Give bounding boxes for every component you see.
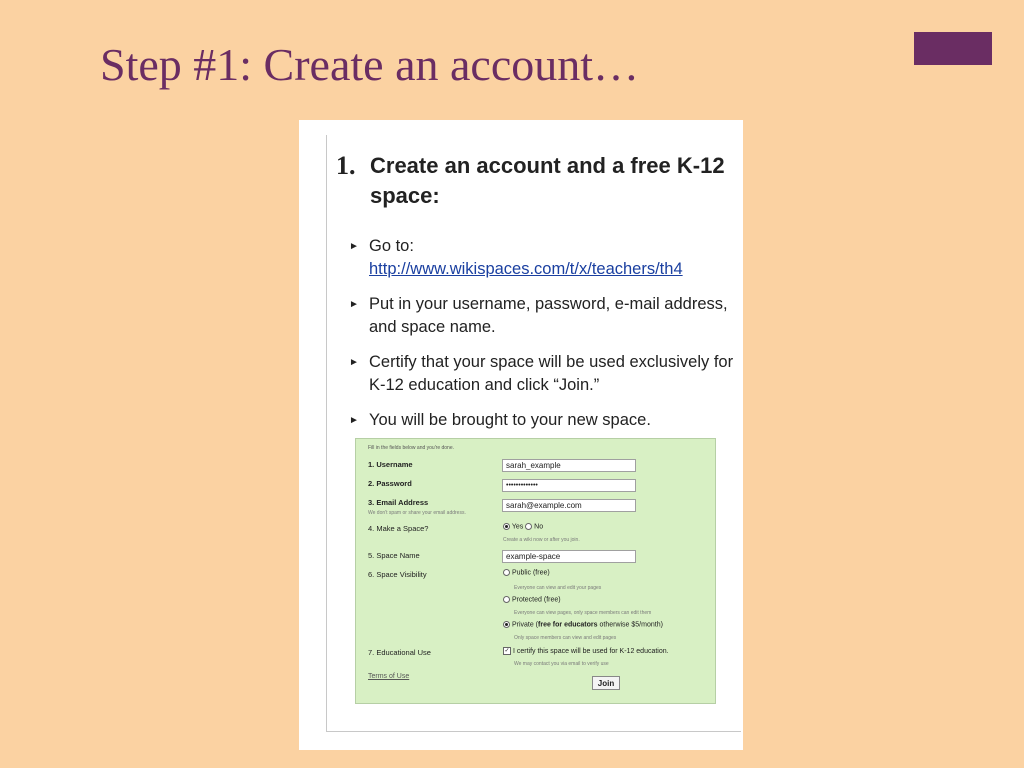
visibility-protected-option [503,596,561,603]
private-radio[interactable] [503,621,510,628]
make-space-yes-label: Yes [511,523,524,531]
make-space-label: 4. Make a Space? [368,524,429,533]
edu-hint: We may contact you via email to verify use [514,661,609,667]
make-space-yes-radio[interactable] [503,523,510,530]
edu-use-label: 7. Educational Use [368,648,431,657]
public-radio[interactable] [503,569,510,576]
space-name-field[interactable]: example-space [502,550,636,563]
protected-label: Protected (free) [511,596,561,604]
slide-title: Step #1: Create an account… [100,39,640,90]
bullet-text: Put in your username, password, e-mail address, and space name. [369,295,728,336]
bullet-arrow-icon: ► [349,299,359,310]
certify-label: I certify this space will be used for K-12 education. [512,647,669,655]
make-space-no-label: No [534,523,544,531]
password-label: 2. Password [368,479,412,488]
username-label: 1. Username [368,460,413,469]
join-button[interactable]: Join [592,676,620,690]
private-prefix: Private ( [511,621,539,629]
public-hint: Everyone can view and edit your pages [514,585,602,591]
edu-certify-option [503,647,669,655]
terms-of-use-link[interactable]: Terms of Use [368,673,410,680]
email-hint: We don't spam or share your email address. [368,510,466,516]
password-field[interactable]: ••••••••••••• [502,479,636,492]
visibility-public-option [503,569,550,576]
accent-bar [914,32,992,65]
bullet-arrow-icon: ► [349,241,359,252]
goto-label: Go to: [369,237,414,255]
certify-checkbox[interactable]: ✓ [504,648,510,654]
bullet-text: You will be brought to your new space. [369,411,651,429]
protected-hint: Everyone can view pages, only space members can edit them [514,610,652,616]
email-field[interactable]: sarah@example.com [502,499,636,512]
space-name-label: 5. Space Name [368,551,420,560]
email-label: 3. Email Address [368,498,429,507]
private-hint: Only space members can view and edit pages [514,635,617,641]
signup-form [355,438,716,704]
step-number: 1. [336,151,356,180]
private-bold: free for educators [538,621,598,629]
list-item [347,409,737,432]
protected-radio[interactable] [503,596,510,603]
wikispaces-link[interactable]: http://www.wikispaces.com/t/x/teachers/th4 [369,260,683,278]
step-heading-text: Create an account and a free K-12 space: [370,153,725,208]
make-space-no-radio[interactable] [525,523,532,530]
visibility-private-option [503,621,663,628]
visibility-label: 6. Space Visibility [368,570,427,579]
list-item [347,293,737,339]
bullet-arrow-icon: ► [349,415,359,426]
bullet-arrow-icon: ► [349,357,359,368]
make-space-options [503,523,543,530]
list-item [347,235,737,281]
bullet-text: Certify that your space will be used exclusively for K-12 education and click “Join.” [369,353,734,394]
screenshot-content [326,135,741,732]
embedded-screenshot [299,120,743,750]
instruction-list [347,235,737,444]
list-item [347,351,737,397]
private-suffix: otherwise $5/month) [597,621,663,629]
public-label: Public (free) [511,569,550,577]
username-field[interactable]: sarah_example [502,459,636,472]
form-intro: Fill in the fields below and you're done. [368,445,455,451]
make-space-hint: Create a wiki now or after you join. [503,537,580,543]
